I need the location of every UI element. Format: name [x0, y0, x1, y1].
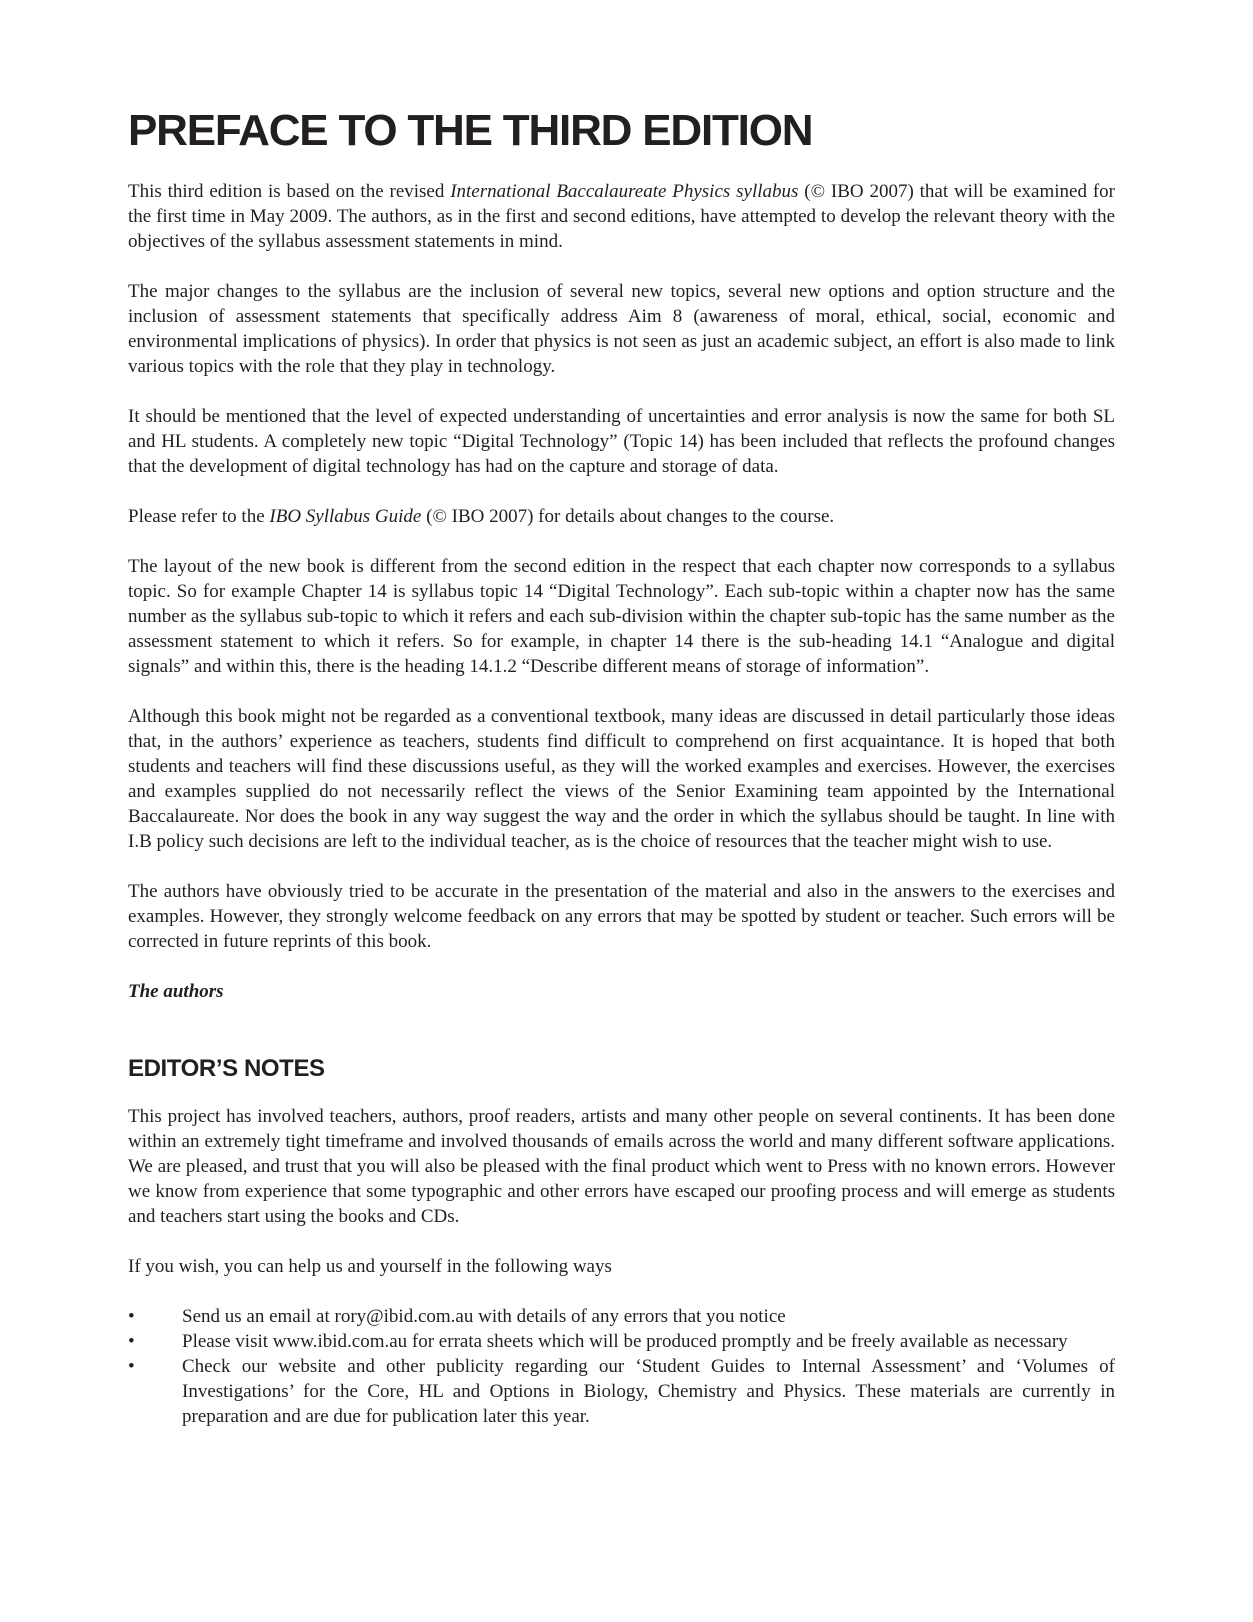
preface-paragraph-1	[128, 179, 1115, 254]
preface-paragraph-3: It should be mentioned that the level of expected understanding of uncertainties and error analysis is now the same for both SL and HL students. A completely new topic “Digital Technology” (Topic 14) has been included that reflects the profound changes that the development of digital technology has had on the capture and storage of data.	[128, 406, 1115, 477]
list-item	[128, 1329, 1115, 1354]
preface-paragraph-4-text-a: Please refer to the	[128, 506, 270, 527]
list-item	[128, 1354, 1115, 1429]
preface-paragraph-2: The major changes to the syllabus are the inclusion of several new topics, several new options and option structure and the inclusion of assessment statements that specifically address Aim 8 (awareness of moral, ethical, social, economic and environmental implications of physics). In order that physics is not seen as just an academic subject, an effort is also made to link various topics with the role that they play in technology.	[128, 281, 1115, 377]
editors-paragraph-2: If you wish, you can help us and yourself in the following ways	[128, 1256, 612, 1277]
list-item-text: Check our website and other publicity regarding our ‘Student Guides to Internal Assessment’ and ‘Volumes of Investigations’ for the Core, HL and Options in Biology, Chemistry and Physics. These materials are currently in preparation and are due for publication later this year.	[182, 1356, 1115, 1427]
document-page	[128, 100, 1115, 1429]
preface-paragraph-4	[128, 504, 1115, 529]
editors-paragraph-1: This project has involved teachers, authors, proof readers, artists and many other people on several continents. It has been done within an extremely tight timeframe and involved thousands of emails across the world and many different software applications. We are pleased, and trust that you will also be pleased with the final product which went to Press with no known errors. However we know from experience that some typographic and other errors have escaped our proofing process and will emerge as students and teachers start using the books and CDs.	[128, 1106, 1115, 1227]
page-title: PREFACE TO THE THIRD EDITION	[128, 106, 813, 155]
syllabus-guide-title: IBO Syllabus Guide	[269, 506, 422, 527]
preface-paragraph-6: Although this book might not be regarded as a conventional textbook, many ideas are discussed in detail particularly those ideas that, in the authors’ experience as teachers, students find difficult to comprehend on first acquaintance. It is hoped that both students and teachers will find these discussions useful, as they will the worked examples and exercises. However, the exercises and examples supplied do not necessarily reflect the views of the Senior Examining team appointed by the International Baccalaureate. Nor does the book in any way suggest the way and the order in which the syllabus should be taught. In line with I.B policy such decisions are left to the individual teacher, as is the choice of resources that the teacher might wish to use.	[128, 706, 1115, 852]
preface-paragraph-1-text-a: This third edition is based on the revised	[128, 181, 451, 202]
bullet-icon: •	[128, 1356, 135, 1377]
editors-notes-heading: EDITOR’S NOTES	[128, 1055, 325, 1082]
preface-paragraph-7: The authors have obviously tried to be accurate in the presentation of the material and also in the answers to the exercises and examples. However, they strongly welcome feedback on any errors that may be spotted by student or teacher. Such errors will be corrected in future reprints of this book.	[128, 881, 1115, 952]
authors-signature: The authors	[128, 981, 224, 1002]
list-item	[128, 1304, 1115, 1329]
list-item-text: Send us an email at rory@ibid.com.au with details of any errors that you notice	[182, 1306, 786, 1327]
help-list	[128, 1304, 1115, 1429]
preface-paragraph-1-text-b: (© IBO 2007) that will be examined for the first time in May 2009. The authors, as in the first and second editions, have attempted to develop the relevant theory with the objectives of the syllabus assessment statements in mind.	[128, 181, 1115, 252]
syllabus-title: International Baccalaureate Physics syllabus	[450, 181, 799, 202]
preface-paragraph-5: The layout of the new book is different from the second edition in the respect that each chapter now corresponds to a syllabus topic. So for example Chapter 14 is syllabus topic 14 “Digital Technology”. Each sub-topic within a chapter now has the same number as the syllabus sub-topic to which it refers and each sub-division within the chapter sub-topic has the same number as the assessment statement to which it refers. So for example, in chapter 14 there is the sub-heading 14.1 “Analogue and digital signals” and within this, there is the heading 14.1.2 “Describe different means of storage of information”.	[128, 556, 1115, 677]
bullet-icon: •	[128, 1331, 135, 1352]
preface-paragraph-4-text-b: (© IBO 2007) for details about changes to the course.	[421, 506, 835, 527]
list-item-text: Please visit www.ibid.com.au for errata sheets which will be produced promptly and be freely available as necessary	[182, 1331, 1068, 1352]
bullet-icon: •	[128, 1306, 135, 1327]
